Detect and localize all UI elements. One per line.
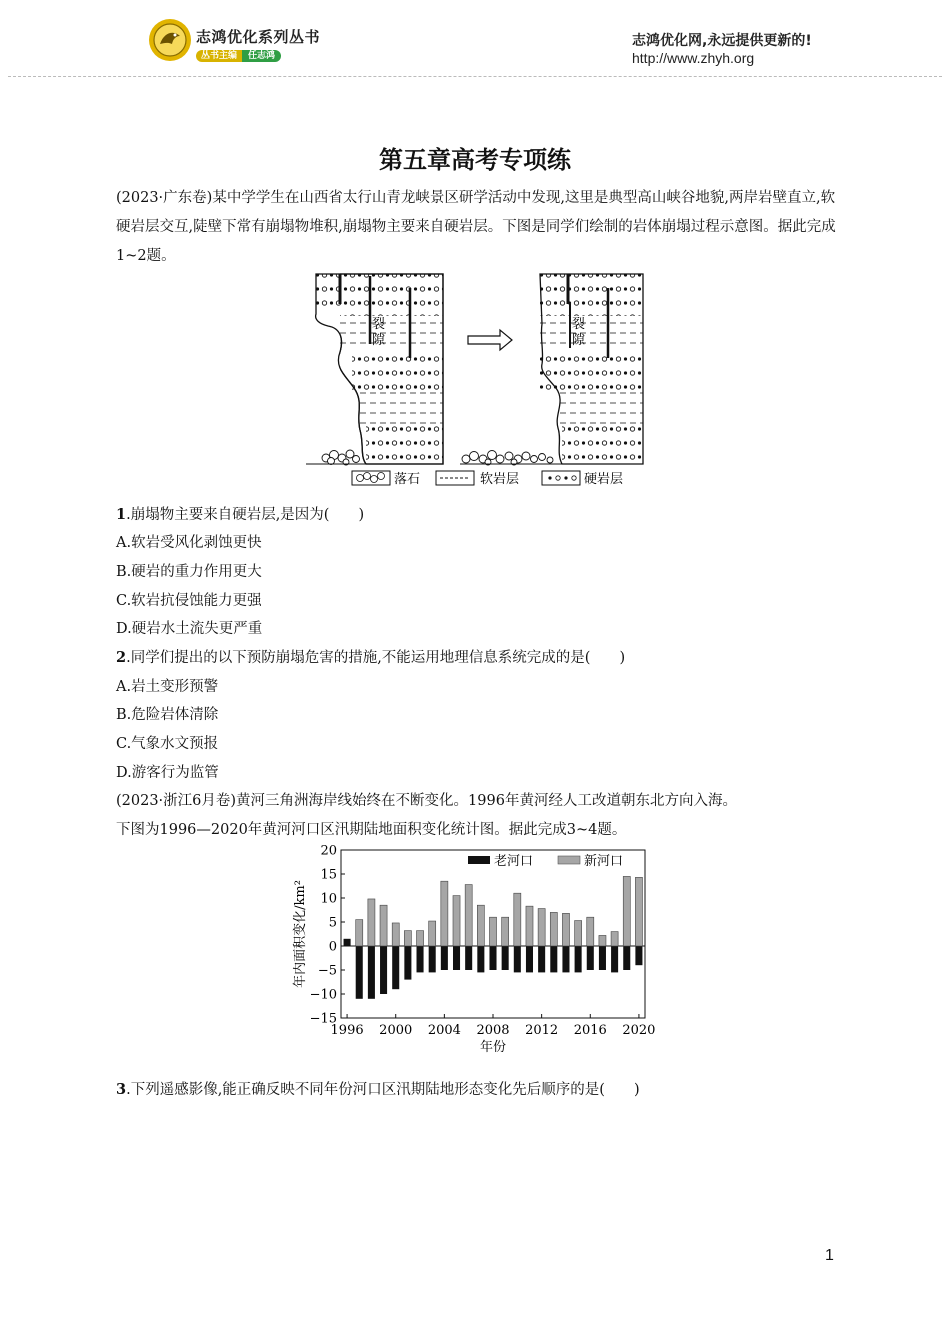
bar-new-mouth-2008 [489,917,496,946]
y-tick-label: 5 [328,915,337,931]
y-tick-label: 15 [320,867,337,883]
y-tick-label: 20 [320,843,337,859]
question-3-number: 3 [116,1081,127,1098]
series-title: 志鸿优化系列丛书 [196,28,321,46]
y-tick-label: −15 [309,1011,337,1027]
question-2-stem: 2.同学们提出的以下预防崩塌危害的措施,不能运用地理信息系统完成的是( ) [116,649,626,666]
series-logo-icon [148,18,192,62]
x-tick-label: 2008 [476,1023,510,1038]
q1-option-c[interactable]: C.软岩抗侵蚀能力更强 [116,593,262,609]
bar-new-mouth-2016 [587,917,594,946]
bar-old-mouth-2011 [526,946,533,972]
page-header [0,0,950,80]
legend-soft-rock: 软岩层 [480,472,520,487]
x-tick-label: 2000 [379,1023,413,1038]
q2-option-c[interactable]: C.气象水文预报 [116,736,219,752]
bar-old-mouth-2010 [514,946,521,972]
bar-old-mouth-2014 [562,946,569,972]
bar-old-mouth-2019 [623,946,630,970]
chart-bars [344,876,643,998]
diagram-after [460,274,643,465]
diagram-legend [352,471,623,487]
header-divider [8,76,942,77]
y-tick-label: −5 [317,963,337,979]
bar-new-mouth-2010 [514,893,521,946]
bar-old-mouth-2016 [587,946,594,970]
bar-old-mouth-2002 [417,946,424,972]
bar-old-mouth-2015 [575,946,582,972]
bar-new-mouth-2002 [417,931,424,946]
y-tick-label: 0 [328,939,337,955]
svg-text:隙: 隙 [572,333,586,348]
bar-new-mouth-2014 [562,913,569,946]
bar-new-mouth-2004 [441,881,448,946]
bar-old-mouth-2001 [404,946,411,980]
bar-new-mouth-2013 [550,912,557,946]
y-tick-label: 10 [320,891,337,907]
diagram-before [300,268,443,488]
x-tick-label: 2020 [622,1023,656,1038]
bar-new-mouth-2015 [575,921,582,946]
x-tick-label: 2016 [573,1023,607,1038]
process-arrow-icon [468,330,512,350]
q2-option-a[interactable]: A.岩土变形预警 [116,679,219,695]
q2-option-d[interactable]: D.游客行为监管 [116,765,219,781]
bar-new-mouth-2007 [477,905,484,946]
bar-new-mouth-2000 [392,923,399,946]
legend-swatch-old-mouth [468,856,490,864]
bar-new-mouth-2020 [635,877,642,946]
bar-new-mouth-2006 [465,885,472,946]
intro-paragraph-2-line-2: 下图为1996—2020年黄河河口区汛期陆地面积变化统计图。据此完成3~4题。 [116,822,627,838]
q1-option-d[interactable]: D.硬岩水土流失更严重 [116,621,263,637]
bar-new-mouth-2001 [404,931,411,946]
question-1-number: 1 [116,506,127,523]
bar-old-mouth-2018 [611,946,618,972]
editor-name: 任志鸿 [242,50,281,62]
question-2-number: 2 [116,649,127,666]
bar-old-mouth-2012 [538,946,545,972]
q1-option-b[interactable]: B.硬岩的重力作用更大 [116,564,262,580]
bar-old-mouth-2004 [441,946,448,970]
bar-new-mouth-2011 [526,906,533,946]
bar-new-mouth-1999 [380,905,387,946]
chart-y-axis-title: 年内面积变化/km² [293,880,308,988]
crack-label-left: 裂 [372,317,386,332]
bar-old-mouth-2013 [550,946,557,972]
bar-old-mouth-1998 [368,946,375,999]
question-3-stem: 3.下列遥感影像,能正确反映不同年份河口区汛期陆地形态变化先后顺序的是( ) [116,1081,640,1098]
bar-new-mouth-2009 [502,917,509,946]
bar-old-mouth-2006 [465,946,472,970]
svg-text:隙: 隙 [372,333,386,348]
land-area-bar-chart [288,842,660,1058]
editor-credit [196,48,281,61]
bar-old-mouth-1996 [344,939,351,946]
bar-old-mouth-2000 [392,946,399,989]
bar-old-mouth-1997 [356,946,363,999]
legend-hard-rock: 硬岩层 [584,472,624,487]
bar-new-mouth-2003 [429,921,436,946]
site-url[interactable]: http://www.zhyh.org [632,50,755,66]
bar-new-mouth-2005 [453,896,460,946]
q2-option-b[interactable]: B.危险岩体清除 [116,707,219,723]
intro-paragraph-1: (2023·广东卷)某中学学生在山西省太行山青龙峡景区研学活动中发现,这里是典型高山峡谷地貌,两岸岩壁直立,软硬岩层交互,陡壁下常有崩塌物堆积,崩塌物主要来自硬岩层。下图是同学们绘制的岩体崩塌过程示意图。据此完成1~2题。 [116,190,836,264]
x-tick-label: 2012 [525,1023,559,1038]
q1-option-a[interactable]: A.软岩受风化剥蚀更快 [116,535,262,551]
bar-old-mouth-2007 [477,946,484,972]
legend-fallen-rock: 落石 [394,472,421,487]
x-tick-label: 1996 [330,1023,364,1038]
bar-old-mouth-2008 [489,946,496,970]
y-tick-label: −10 [309,987,337,1003]
bar-new-mouth-2017 [599,935,606,946]
bar-new-mouth-1998 [368,899,375,946]
site-slogan: 志鸿优化网,永远提供更新的! [632,33,812,49]
collapse-diagram [300,268,650,490]
bar-new-mouth-1997 [356,920,363,946]
bar-old-mouth-2017 [599,946,606,970]
page-title: 第五章高考专项练 [379,146,571,174]
crack-label-right: 裂 [572,317,586,332]
bar-old-mouth-2009 [502,946,509,970]
legend-label-new-mouth: 新河口 [584,854,624,869]
bar-new-mouth-2019 [623,876,630,946]
legend-swatch-new-mouth [558,856,580,864]
bar-old-mouth-2005 [453,946,460,970]
fallen-rocks-right [462,451,553,466]
question-1-stem: 1.崩塌物主要来自硬岩层,是因为( ) [116,506,365,523]
page-number: 1 [825,1247,834,1264]
bar-new-mouth-2018 [611,932,618,946]
chart-legend [468,853,623,869]
bar-new-mouth-2012 [538,909,545,946]
bar-old-mouth-2020 [635,946,642,965]
x-tick-label: 2004 [427,1023,461,1038]
chart-x-axis-title: 年份 [479,1040,507,1055]
legend-label-old-mouth: 老河口 [494,854,534,869]
editor-tag: 丛书主编 [196,50,242,62]
bar-old-mouth-1999 [380,946,387,994]
bar-old-mouth-2003 [429,946,436,972]
intro-paragraph-2-line-1: (2023·浙江6月卷)黄河三角洲海岸线始终在不断变化。1996年黄河经人工改道朝东北方向入海。 [116,793,737,809]
